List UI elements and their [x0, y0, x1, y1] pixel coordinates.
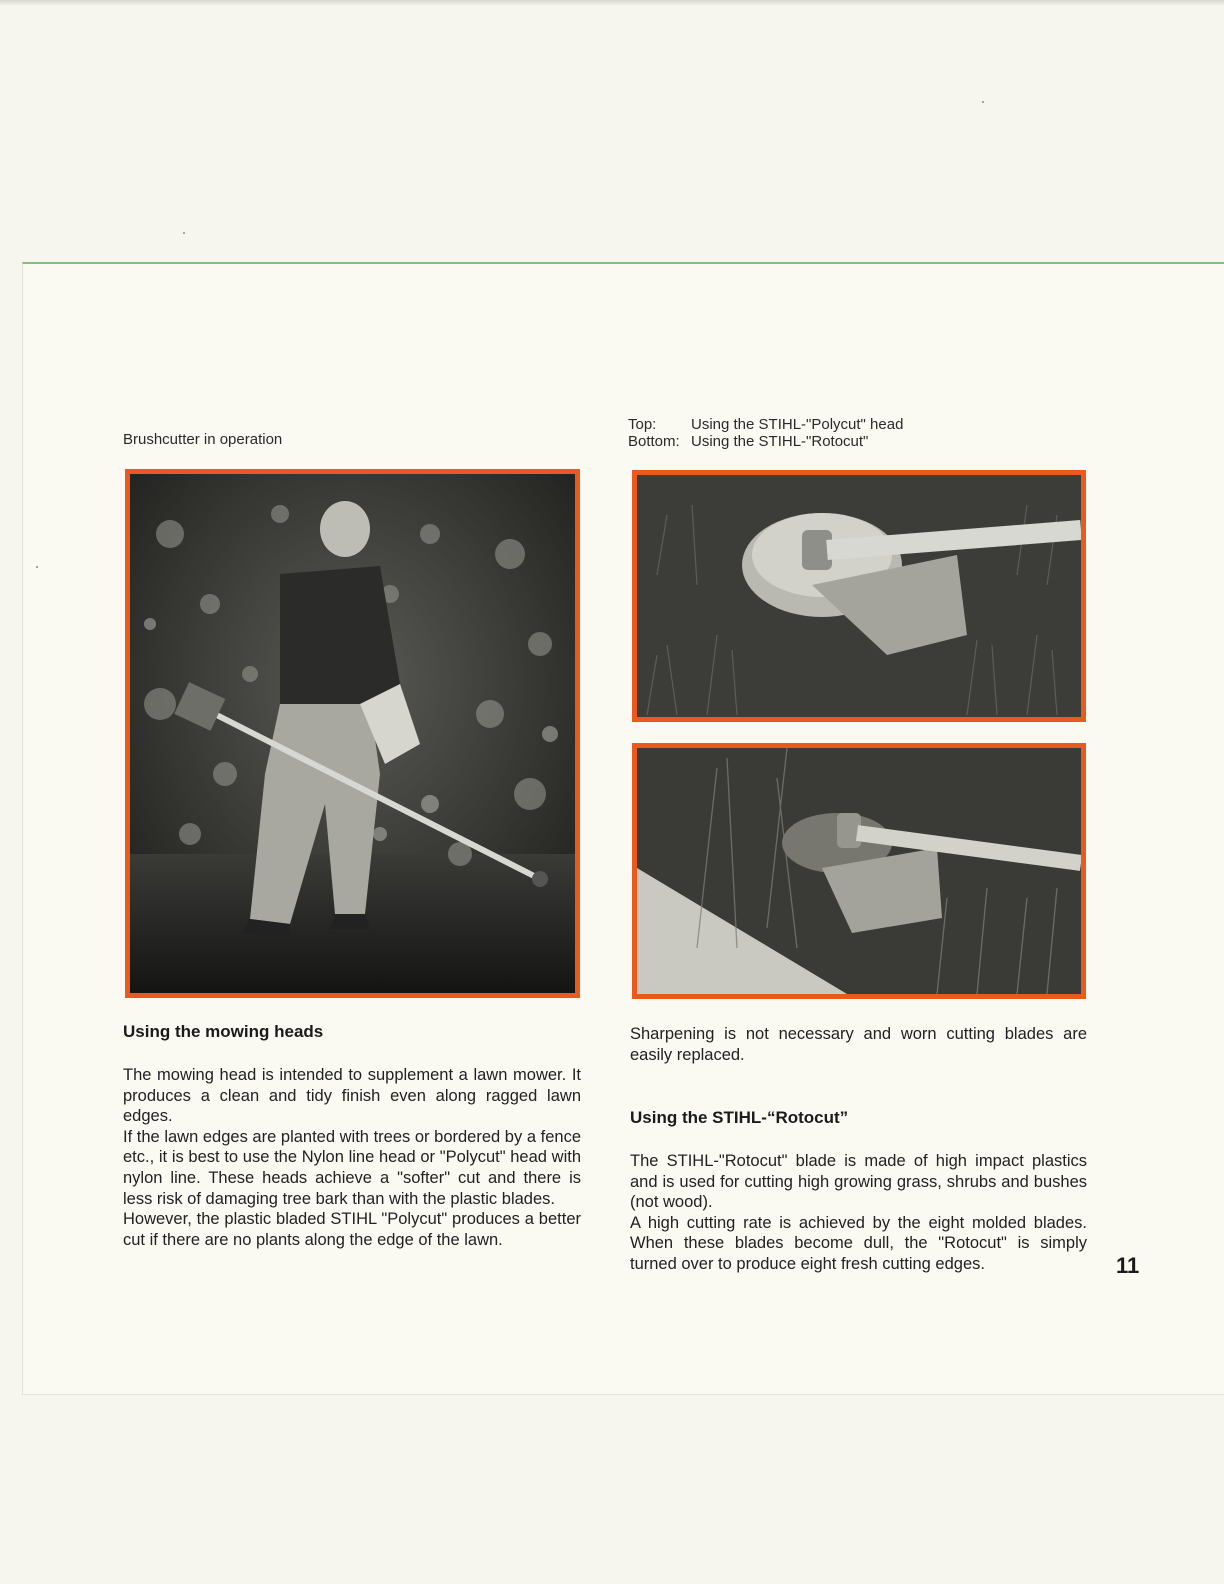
rotocut-photo-image: [637, 748, 1081, 994]
polycut-photo-image: [637, 475, 1081, 717]
paragraph: Sharpening is not necessary and worn cutting blades are easily replaced.: [630, 1025, 1087, 1064]
scan-speck: [36, 566, 38, 568]
scan-speck: [183, 232, 185, 234]
caption-brushcutter: Brushcutter in operation: [123, 431, 283, 448]
brushcutter-photo-image: [130, 474, 575, 993]
caption-label: Bottom:: [628, 433, 680, 450]
scan-speck: [982, 101, 984, 103]
caption-row-bottom: [628, 433, 903, 450]
caption-top-bottom: [628, 416, 903, 450]
paragraph: The mowing head is intended to supplement a lawn mower. It produces a clean and tidy finish even along ragged lawn edges.: [123, 1066, 581, 1126]
caption-text: Using the STIHL-"Rotocut": [691, 433, 869, 450]
scan-top-edge: [0, 0, 1224, 6]
polycut-photo: [632, 470, 1086, 722]
paragraph: However, the plastic bladed STIHL "Polycut" produces a better cut if there are no plants along the edge of the lawn.: [123, 1210, 581, 1249]
rotocut-photo: [632, 743, 1086, 999]
caption-label: Top:: [628, 416, 657, 433]
brushcutter-photo: [125, 469, 580, 998]
caption-text: Using the STIHL-"Polycut" head: [691, 416, 904, 433]
paragraph: If the lawn edges are planted with trees or bordered by a fence etc., it is best to use the Nylon line head or "Polycut" head with nylon line. These heads achieve a "softer" cut and there is less risk of damaging tree bark than with the plastic blades.: [123, 1127, 581, 1208]
paragraph: A high cutting rate is achieved by the eight molded blades. When these blades become dull, the "Rotocut" is simply turned over to produce eight fresh cutting edges.: [630, 1213, 1087, 1273]
page-number: 11: [1116, 1253, 1140, 1278]
caption-row-top: [628, 416, 903, 433]
rotocut-text: [630, 1151, 1087, 1275]
paragraph: The STIHL-"Rotocut" blade is made of high impact plastics and is used for cutting high growing grass, shrubs and bushes (not wood).: [630, 1152, 1087, 1212]
mowing-heads-text: [123, 1065, 581, 1250]
heading-mowing-heads: Using the mowing heads: [123, 1022, 324, 1041]
sharpening-text: [630, 1024, 1087, 1065]
heading-rotocut: Using the STIHL-“Rotocut”: [630, 1108, 849, 1127]
